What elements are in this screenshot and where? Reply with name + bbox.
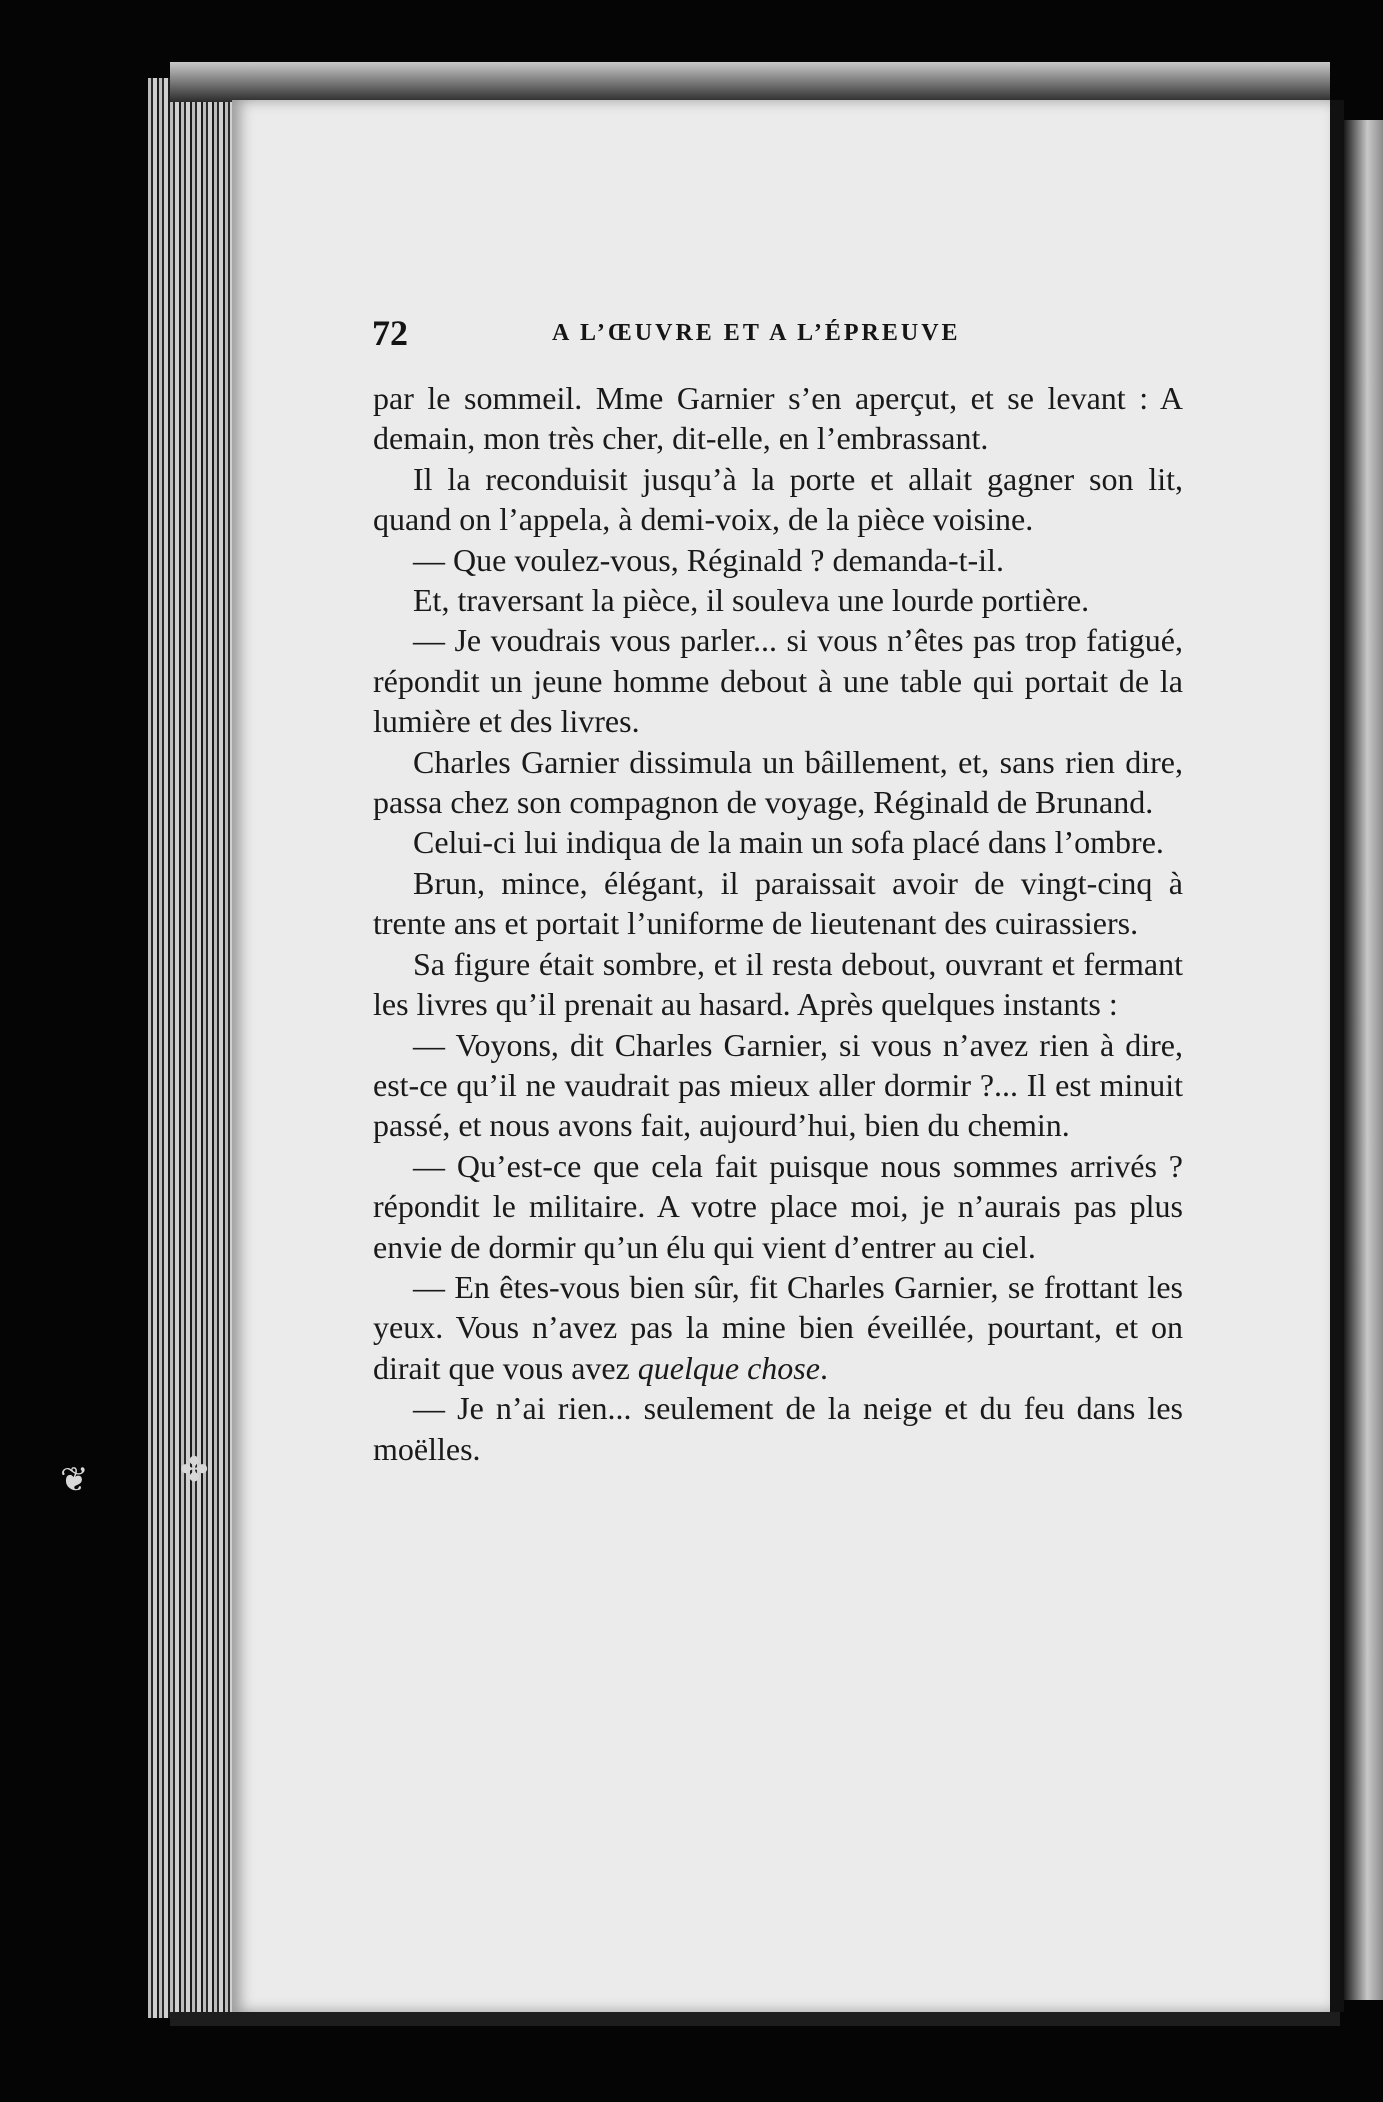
scan-speck-icon: ❦ xyxy=(60,1460,89,1500)
facing-page-sliver xyxy=(1344,120,1383,2000)
paragraph-with-italic xyxy=(373,1267,1183,1388)
page-body xyxy=(373,378,1183,1469)
italic-phrase: quelque chose xyxy=(637,1349,820,1386)
running-title: A L’ŒUVRE ET A L’ÉPREUVE xyxy=(552,320,961,346)
paragraph: Sa figure était sombre, et il resta debout, ouvrant et fermant les livres qu’il prenait au hasard. Après quelques instants : xyxy=(373,945,1183,1023)
paragraph: — Je n’ai rien... seulement de la neige et du feu dans les moëlles. xyxy=(373,1390,1183,1467)
paragraph: — Que voulez-vous, Réginald ? demanda-t-il. xyxy=(413,541,1004,578)
book-gutter-shadow xyxy=(1330,100,1344,2012)
scan-speck-icon: ✤ xyxy=(180,1450,209,1490)
paragraph: par le sommeil. Mme Garnier s’en aperçut, et se levant : A demain, mon très cher, dit-elle, en l’embrassant. xyxy=(373,380,1183,457)
paragraph: — Voyons, dit Charles Garnier, si vous n’avez rien à dire, est-ce qu’il ne vaudrait pas mieux aller dormir ?... Il est minuit passé, et nous avons fait, aujourd’hui, bien du chemin. xyxy=(373,1026,1183,1144)
book-bottom-edge xyxy=(170,2012,1340,2026)
paragraph: Celui-ci lui indiqua de la main un sofa placé dans l’ombre. xyxy=(413,824,1164,861)
paragraph: — Je voudrais vous parler... si vous n’êtes pas trop fatigué, répondit un jeune homme debout à une table qui portait de la lumière et des livres. xyxy=(373,622,1183,740)
paragraph: — Qu’est-ce que cela fait puisque nous sommes arrivés ? répondit le militaire. A votre place moi, je n’aurais pas plus envie de dormir qu’un élu qui vient d’entrer au ciel. xyxy=(373,1147,1183,1265)
paragraph: Et, traversant la pièce, il souleva une lourde portière. xyxy=(413,582,1090,619)
running-head xyxy=(372,312,1192,362)
text-run: . xyxy=(819,1349,828,1386)
page-number: 72 xyxy=(372,313,408,353)
paragraph: Il la reconduisit jusqu’à la porte et allait gagner son lit, quand on l’appela, à demi-voix, de la pièce voisine. xyxy=(373,460,1183,538)
book-top-edge xyxy=(170,62,1330,102)
paragraph: Charles Garnier dissimula un bâillement, et, sans rien dire, passa chez son compagnon de voyage, Réginald de Brunand. xyxy=(373,743,1183,821)
text-run: — En êtes-vous bien sûr, fit Charles Garnier, se frottant les yeux. Vous n’avez pas la mine bien éveillée, pourtant, et on dirait que vous avez xyxy=(373,1268,1183,1386)
paragraph: Brun, mince, élégant, il paraissait avoir de vingt-cinq à trente ans et portait l’uniforme de lieutenant des cuirassiers. xyxy=(373,864,1183,942)
